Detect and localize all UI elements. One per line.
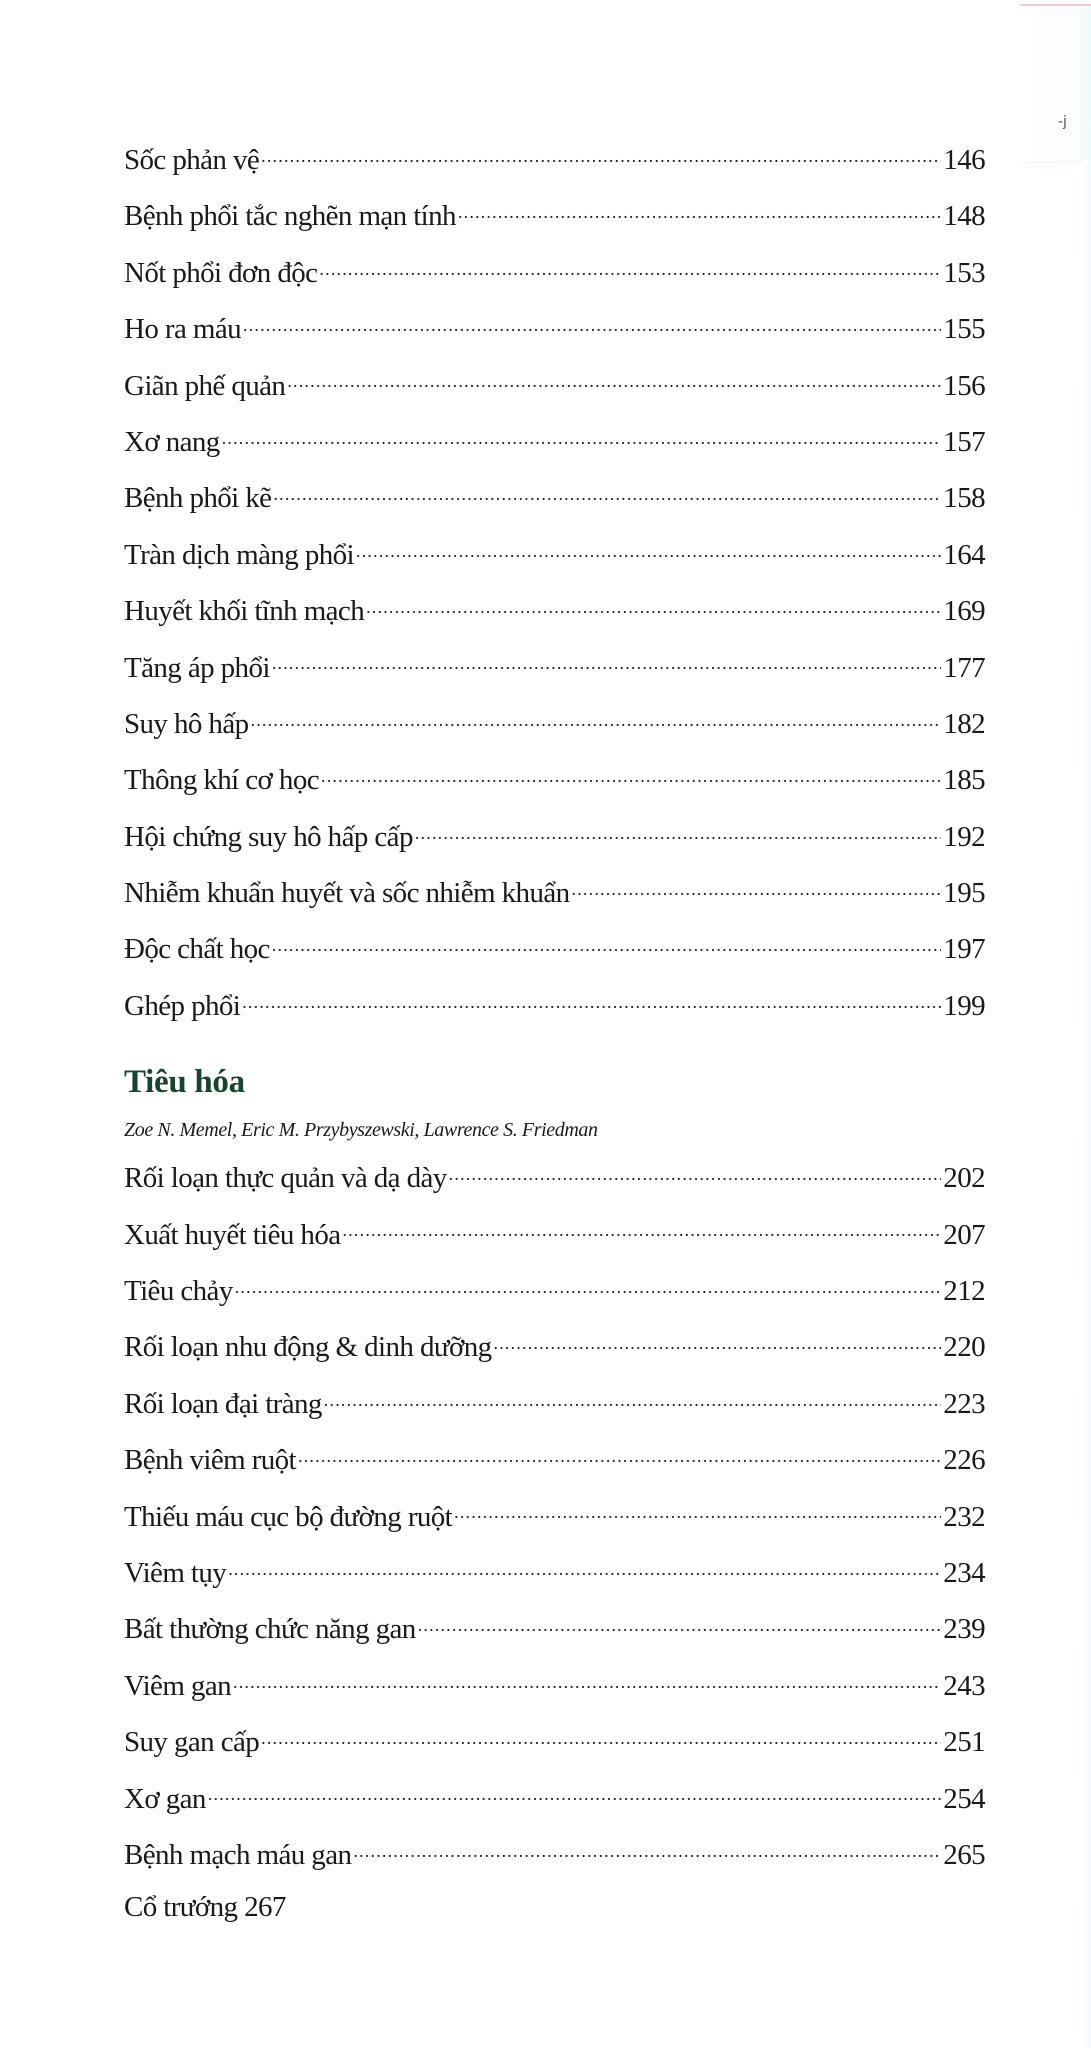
toc-entry	[124, 1609, 985, 1665]
dot-leader	[366, 591, 941, 620]
toc-entry	[124, 1497, 985, 1553]
toc-entry-page: 156	[943, 369, 985, 402]
toc-entry-page: 223	[943, 1387, 985, 1420]
dot-leader	[272, 648, 941, 677]
dot-leader	[343, 1215, 942, 1244]
section-respiratory-entries	[124, 140, 985, 1042]
toc-entry-page: 155	[943, 313, 985, 346]
toc-entry-page: 234	[943, 1556, 985, 1589]
toc-entry-page: 207	[943, 1218, 985, 1251]
toc-entry-page: 185	[943, 764, 985, 797]
toc-entry	[124, 422, 985, 478]
toc-entry-title: Giãn phế quản	[124, 369, 286, 402]
dot-leader	[251, 704, 942, 733]
dot-leader	[287, 366, 941, 395]
dot-leader	[228, 1553, 941, 1582]
toc-entry-title: Ho ra máu	[124, 313, 242, 346]
toc-entry-title: Nốt phổi đơn độc	[124, 256, 318, 289]
toc-entry	[124, 1215, 985, 1271]
dot-leader	[235, 1271, 942, 1300]
toc-entry-page: 164	[943, 538, 985, 571]
toc-entry-title: Rối loạn đại tràng	[124, 1387, 322, 1420]
toc-entry	[124, 1666, 985, 1722]
toc-entry	[124, 986, 985, 1042]
toc-entry-title: Huyết khối tĩnh mạch	[124, 595, 365, 628]
toc-entry-title: Thông khí cơ học	[124, 764, 320, 797]
toc-entry	[124, 648, 985, 704]
dot-leader	[415, 817, 941, 846]
toc-entry	[124, 1779, 985, 1835]
dot-leader	[449, 1158, 942, 1187]
toc-entry	[124, 1271, 985, 1327]
toc-entry-page: 220	[943, 1331, 985, 1364]
toc-entry-page: 182	[943, 707, 985, 740]
toc-entry-title: Rối loạn nhu động & dinh dưỡng	[124, 1331, 492, 1364]
toc-entry-page: 146	[943, 144, 985, 176]
dot-leader	[273, 478, 941, 507]
toc-entry-title: Ghép phổi	[124, 989, 241, 1022]
toc-entry	[124, 1158, 985, 1214]
toc-entry-page: 254	[943, 1782, 985, 1815]
toc-entry-page: 195	[943, 877, 985, 910]
toc-entry-title: Xơ nang	[124, 425, 220, 458]
toc-entry-plain: Cổ trướng 267	[124, 1891, 286, 1924]
toc-entry-page: 192	[943, 820, 985, 853]
toc-entry-page: 265	[943, 1838, 985, 1871]
toc-entry	[124, 704, 985, 760]
toc-entry	[124, 478, 985, 534]
dot-leader	[298, 1440, 941, 1469]
toc-entry	[124, 1835, 985, 1891]
toc-entry-page: 243	[943, 1669, 985, 1702]
toc-entry-title: Sốc phản vệ	[124, 144, 260, 176]
toc-entry-title: Độc chất học	[124, 933, 270, 966]
toc-entry-title: Suy gan cấp	[124, 1726, 260, 1759]
toc-entry-page: 251	[943, 1726, 985, 1759]
toc-entry-page: 169	[943, 595, 985, 628]
toc-entry-title: Hội chứng suy hô hấp cấp	[124, 820, 413, 853]
dot-leader	[261, 140, 941, 169]
toc-entry-title: Suy hô hấp	[124, 707, 249, 740]
toc-entry	[124, 817, 985, 873]
dot-leader	[494, 1327, 942, 1356]
toc-entry-page: 226	[943, 1444, 985, 1477]
toc-entry-page: 199	[943, 989, 985, 1022]
toc-entry-page: 239	[943, 1613, 985, 1646]
toc-entry-page: 212	[943, 1275, 985, 1308]
toc-entry	[124, 760, 985, 816]
toc-entry-title: Tăng áp phổi	[124, 651, 270, 684]
section-gastro-entries	[124, 1158, 985, 1947]
toc-entry-title: Xuất huyết tiêu hóa	[124, 1218, 341, 1251]
toc-entry	[124, 1722, 985, 1778]
toc-entry	[124, 535, 985, 591]
toc-entry	[124, 196, 985, 252]
toc-entry	[124, 1327, 985, 1383]
toc-entry	[124, 591, 985, 647]
dot-leader	[324, 1384, 942, 1413]
toc-entry-title: Bệnh viêm ruột	[124, 1444, 297, 1477]
table-of-contents	[124, 140, 985, 1947]
toc-entry-title: Nhiễm khuẩn huyết và sốc nhiễm khuẩn	[124, 877, 570, 910]
toc-entry-page: 158	[943, 482, 985, 515]
toc-entry-page: 153	[943, 256, 985, 289]
page-edge-mark	[1020, 4, 1091, 163]
dot-leader	[242, 986, 941, 1015]
toc-entry-page: 157	[943, 425, 985, 458]
toc-entry	[124, 140, 985, 196]
toc-entry	[124, 253, 985, 309]
toc-entry	[124, 1440, 985, 1496]
toc-entry-title: Tràn dịch màng phổi	[124, 538, 354, 571]
toc-entry-title: Viêm gan	[124, 1669, 232, 1702]
toc-entry-title: Xơ gan	[124, 1782, 206, 1815]
edge-mark-glyph: -j	[1058, 114, 1067, 130]
toc-entry	[124, 1553, 985, 1609]
dot-leader	[353, 1835, 941, 1864]
dot-leader	[272, 929, 942, 958]
dot-leader	[222, 422, 942, 451]
dot-leader	[319, 253, 941, 282]
dot-leader	[321, 760, 941, 789]
page-edge-strip	[1083, 160, 1091, 2048]
toc-entry-title: Bệnh mạch máu gan	[124, 1838, 352, 1871]
toc-entry-page: 197	[943, 933, 985, 966]
dot-leader	[418, 1609, 942, 1638]
toc-entry	[124, 929, 985, 985]
toc-entry-title: Bất thường chức năng gan	[124, 1613, 416, 1646]
dot-leader	[454, 1497, 941, 1526]
dot-leader	[233, 1666, 941, 1695]
toc-entry-page: 177	[943, 651, 985, 684]
toc-entry	[124, 873, 985, 929]
dot-leader	[356, 535, 941, 564]
toc-entry-page: 148	[943, 200, 985, 233]
toc-entry	[124, 1384, 985, 1440]
toc-entry-title: Thiếu máu cục bộ đường ruột	[124, 1500, 453, 1533]
toc-entry-title: Rối loạn thực quản và dạ dày	[124, 1162, 447, 1195]
dot-leader	[572, 873, 942, 902]
toc-entry-title: Bệnh phổi kẽ	[124, 482, 272, 515]
dot-leader	[208, 1779, 941, 1808]
toc-entry	[124, 309, 985, 365]
toc-entry-title: Tiêu chảy	[124, 1275, 233, 1308]
section-heading: Tiêu hóa	[124, 1064, 245, 1101]
toc-entry	[124, 366, 985, 422]
toc-entry-title: Bệnh phổi tắc nghẽn mạn tính	[124, 200, 456, 233]
dot-leader	[458, 196, 941, 225]
toc-entry-page: 232	[943, 1500, 985, 1533]
toc-entry-page: 202	[943, 1162, 985, 1195]
dot-leader	[261, 1722, 941, 1751]
dot-leader	[243, 309, 941, 338]
section-authors: Zoe N. Memel, Eric M. Przybyszewski, Lawrence S. Friedman	[124, 1119, 598, 1142]
toc-entry-title: Viêm tụy	[124, 1556, 227, 1589]
